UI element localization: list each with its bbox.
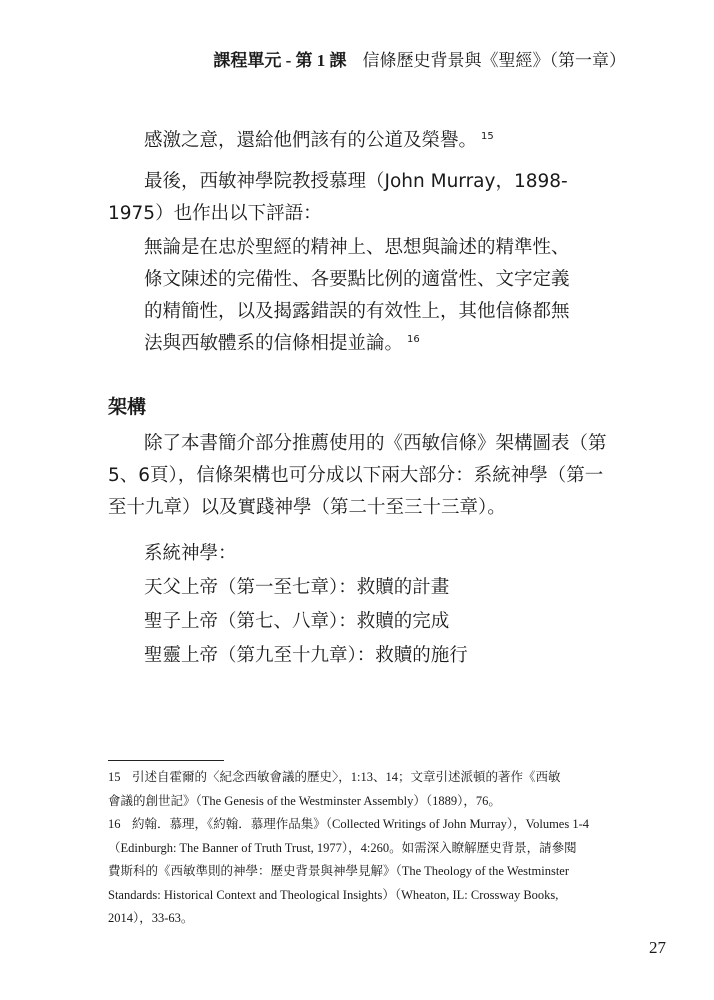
footnote-16-line: 費斯科的《西敏準則的神學：歷史背景與神學見解》（The Theology of the Westminster bbox=[108, 864, 569, 878]
paragraph-gratitude bbox=[108, 125, 618, 157]
outline-heading: 系統神學： bbox=[144, 543, 237, 564]
paragraph-text: 感激之意，還給他們該有的公道及榮譽。 bbox=[144, 130, 478, 151]
footnote-text: 約翰．慕理，《約翰．慕理作品集》（Collected Writings of John Murray），Volumes 1-4 bbox=[132, 817, 589, 831]
footnote-16-line: 2014），33-63。 bbox=[108, 911, 194, 925]
footnote-number: 16 bbox=[108, 817, 121, 831]
quote-line: 條文陳述的完備性、各要點比例的適當性、文字定義 bbox=[144, 269, 570, 290]
footnote-divider bbox=[108, 760, 224, 761]
footnote-16-line: （Edinburgh: The Banner of Truth Trust, 1977），4:260。如需深入瞭解歷史背景，請參閱 bbox=[108, 840, 577, 855]
paragraph-structure: 除了本書簡介部分推薦使用的《西敏信條》架構圖表（第5、6頁），信條架構也可分成以下兩大部分：系統神學（第一至十九章）以及實踐神學（第二十至三十三章）。 bbox=[108, 433, 607, 518]
header-course-label: 課程單元 - 第 1 課 bbox=[213, 51, 347, 70]
footnote-ref-16[interactable]: 16 bbox=[407, 333, 420, 345]
quote-line: 無論是在忠於聖經的精神上、思想與論述的精準性、 bbox=[144, 237, 570, 258]
structure-outline bbox=[144, 537, 468, 673]
footnote-ref-15[interactable]: 15 bbox=[481, 130, 494, 142]
block-quote bbox=[144, 232, 589, 360]
footnote-16-line: Standards: Historical Context and Theological Insights）（Wheaton, IL: Crossway Books, bbox=[108, 887, 559, 902]
outline-item: 天父上帝（第一至七章）：救贖的計畫 bbox=[144, 577, 450, 598]
running-header bbox=[213, 46, 626, 71]
outline-item: 聖靈上帝（第九至十九章）：救贖的施行 bbox=[144, 645, 468, 666]
section-heading: 架構 bbox=[108, 396, 147, 418]
outline-item: 聖子上帝（第七、八章）：救贖的完成 bbox=[144, 611, 450, 632]
footnote-text: 引述自霍爾的〈紀念西敏會議的歷史〉，1:13、14；文章引述派頓的著作《西敏 bbox=[132, 770, 561, 784]
footnote-number: 15 bbox=[108, 770, 121, 784]
paragraph-murray-intro: 最後，西敏神學院教授慕理（John Murray，1898-1975）也作出以下評語： bbox=[108, 171, 568, 224]
quote-line bbox=[144, 328, 589, 360]
quote-line: 的精簡性，以及揭露錯誤的有效性上，其他信條都無 bbox=[144, 301, 570, 322]
footnote-15-line bbox=[108, 766, 613, 790]
quote-line-text: 法與西敏體系的信條相提並論。 bbox=[144, 333, 404, 354]
header-chapter-title: 信條歷史背景與《聖經》（第一章） bbox=[362, 51, 626, 70]
footnote-16-line bbox=[108, 813, 613, 837]
footnotes-section bbox=[108, 766, 613, 931]
footnote-15-line: 會議的創世記》（The Genesis of the Westminster Assembly）（1889），76。 bbox=[108, 793, 501, 808]
page-number: 27 bbox=[649, 938, 666, 957]
